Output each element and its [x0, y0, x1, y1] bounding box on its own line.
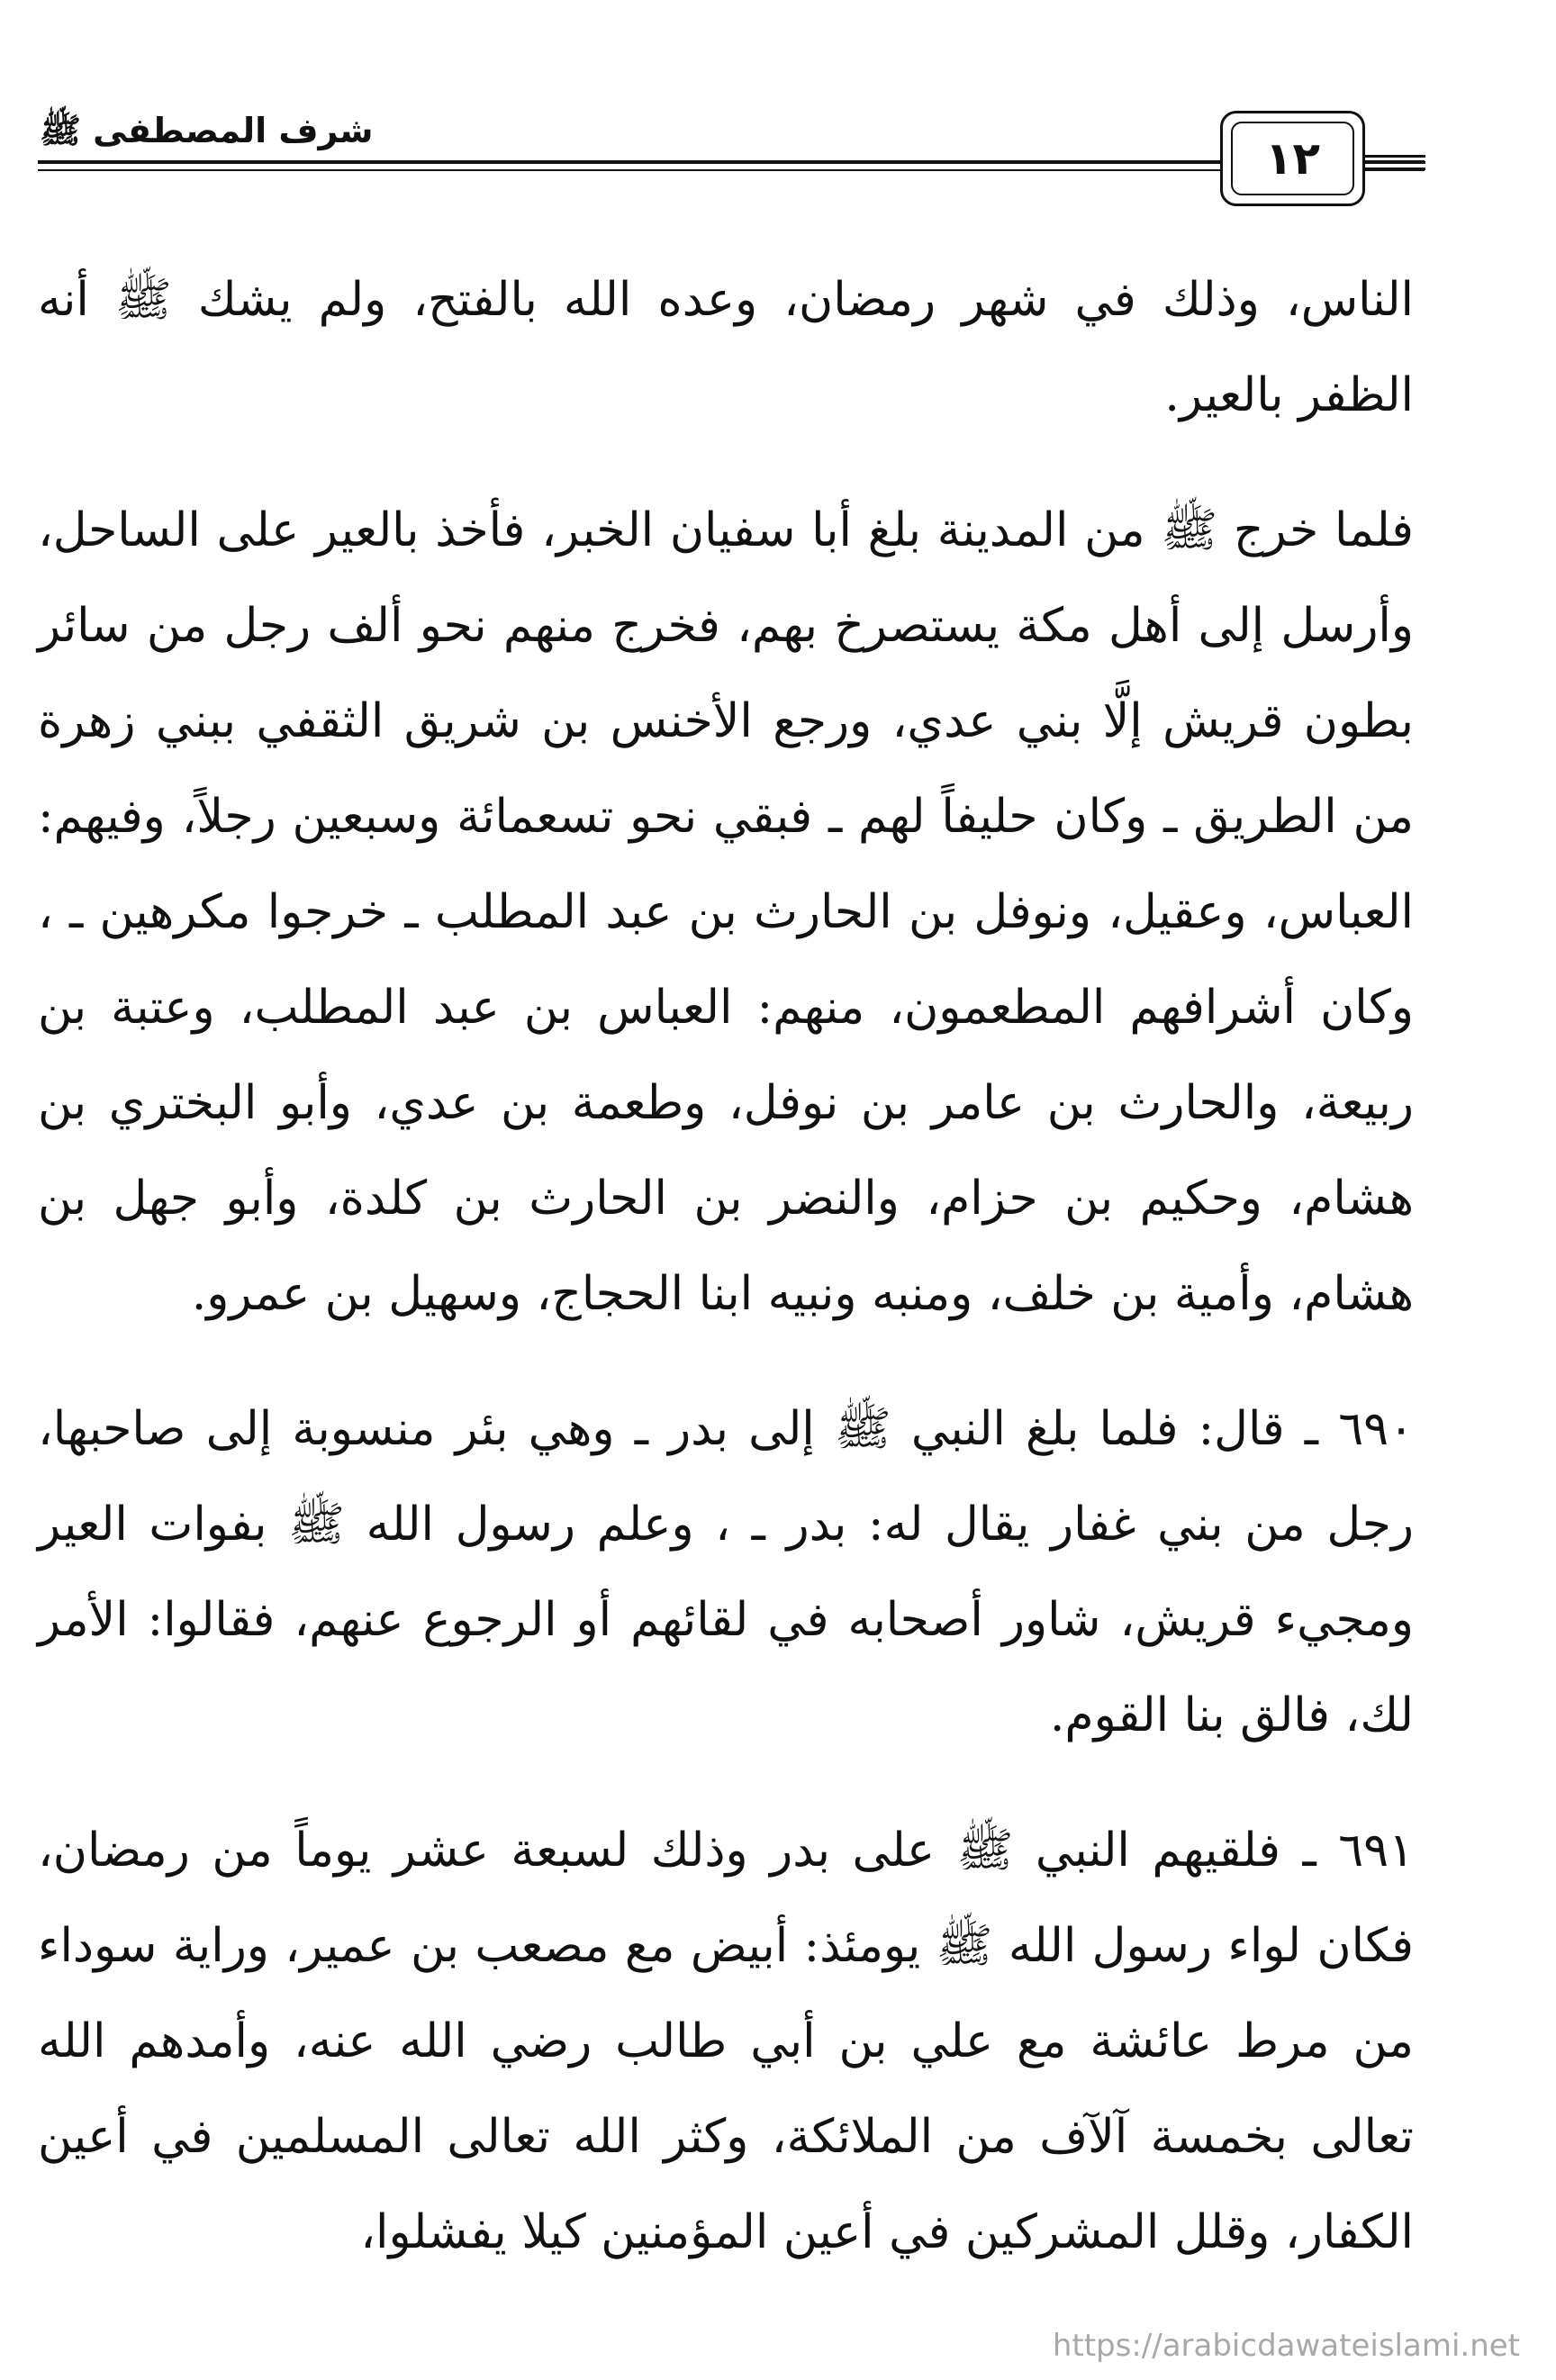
paragraph-2: فلما خرج ﷺ من المدينة بلغ أبا سفيان الخبر، فأخذ بالعير على الساحل، وأرسل إلى أهل مكة يستصرخ بهم، فخرج منهم نحو ألف رجل من سائر بطون قريش إلَّا بني عدي، ورجع الأخنس بن شريق الثقفي ببني زهرة من الطريق ـ وكان حليفاً لهم ـ فبقي نحو تسعمائة وسبعين رجلاً، وفيهم: العباس، وعقيل، ونوفل بن الحارث بن عبد المطلب ـ خرجوا مكرهين ـ ، وكان أشرافهم المطعمون، منهم: العباس بن عبد المطلب، وعتبة بن ربيعة، والحارث بن عامر بن نوفل، وطعمة بن عدي، وأبو البختري بن هشام، وحكيم بن حزام، والنضر بن الحارث بن كلدة، وأبو جهل بن هشام، وأمية بن خلف، ومنبه ونبيه ابنا الحجاج، وسهيل بن عمرو. [38, 503, 1414, 1321]
paragraph-691: ٦٩١ ـ فلقيهم النبي ﷺ على بدر وذلك لسبعة عشر يوماً من رمضان، فكان لواء رسول الله ﷺ يومئذ: أبيض مع مصعب بن عمير، وراية سوداء من مرط عائشة مع علي بن أبي طالب رضي الله عنه، وأمدهم الله تعالى بخمسة آلآف من الملائكة، وكثر الله تعالى المسلمين في أعين الكفار، وقلل المشركين في أعين المؤمنين كيلا يفشلوا، [38, 1823, 1414, 2259]
body-text [38, 252, 1414, 2280]
header-rule [38, 160, 1425, 164]
running-title: شرف المصطفى ﷺ [40, 111, 374, 150]
page-number: ١٢ [1231, 122, 1354, 195]
source-watermark: https://arabicdawateislami.net [1052, 2328, 1520, 2364]
header-rule-thin [38, 169, 1425, 171]
paragraph-1: الناس، وذلك في شهر رمضان، وعده الله بالفتح، ولم يشك ﷺ أنه الظفر بالعير. [38, 273, 1414, 422]
page-number-box [1220, 111, 1365, 206]
paragraph-690: ٦٩٠ ـ قال: فلما بلغ النبي ﷺ إلى بدر ـ وهي بئر منسوبة إلى صاحبها، رجل من بني غفار يقال له: بدر ـ ، وعلم رسول الله ﷺ بفوات العير ومجيء قريش، شاور أصحابه في لقائهم أو الرجوع عنهم، فقالوا: الأمر لك، فالق بنا القوم. [38, 1402, 1414, 1742]
header-ornament-bars [1362, 155, 1425, 173]
